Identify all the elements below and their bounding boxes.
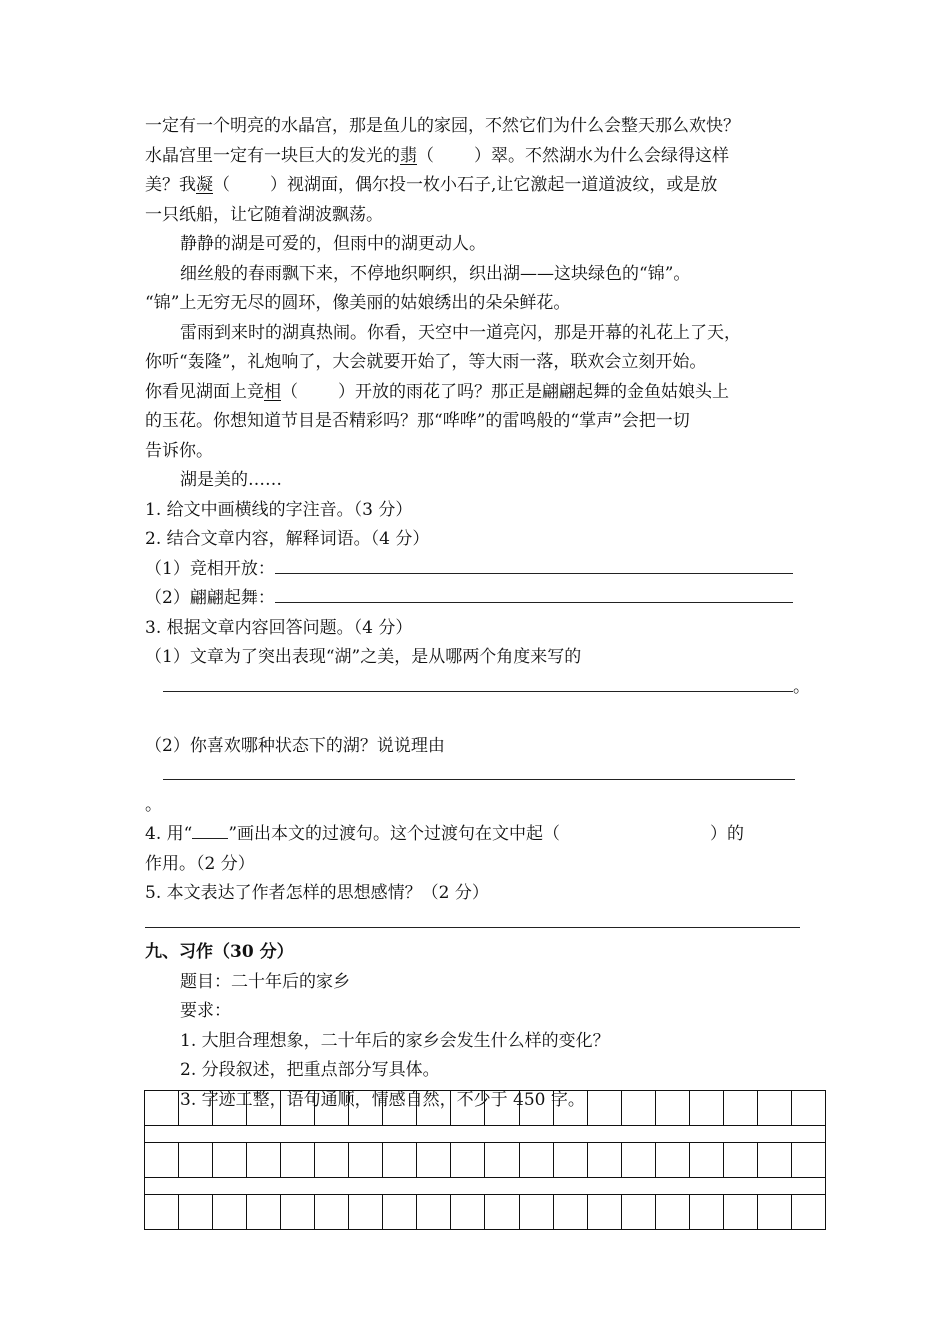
requirement-text: 2. 分段叙述，把重点部分写具体。 — [180, 1060, 440, 1080]
passage-text: 一定有一个明亮的水晶宫，那是鱼儿的家园，不然它们为什么会整天那么欢快？ — [145, 116, 740, 136]
grid-cell[interactable] — [485, 1091, 519, 1125]
grid-cell[interactable] — [554, 1143, 588, 1177]
question-text: 3. 根据文章内容回答问题。（4 分） — [145, 617, 413, 638]
question-3 — [145, 614, 810, 644]
question-text: 1. 给文中画横线的字注音。（3 分） — [145, 499, 413, 520]
grid-cell[interactable] — [792, 1195, 826, 1229]
composition-title — [145, 968, 810, 998]
grid-cell[interactable] — [349, 1195, 383, 1229]
passage-text: ）开放的雨花了吗？那正是翩翩起舞的金鱼姑娘头上 — [338, 381, 729, 402]
question-text: （2）翩翩起舞： — [145, 588, 275, 608]
question-text: （2）你喜欢哪种状态下的湖？说说理由 — [145, 735, 445, 756]
grid-cell[interactable] — [758, 1091, 792, 1125]
grid-cell[interactable] — [690, 1091, 724, 1125]
grid-cell[interactable] — [520, 1091, 554, 1125]
passage-line — [145, 230, 810, 260]
question-4 — [145, 820, 810, 850]
passage-text: 水晶宫里一定有一块巨大的发光的 — [145, 145, 400, 166]
grid-cell[interactable] — [417, 1143, 451, 1177]
grid-cell[interactable] — [724, 1195, 758, 1229]
grid-cell[interactable] — [247, 1143, 281, 1177]
grid-cell[interactable] — [520, 1195, 554, 1229]
grid-cell[interactable] — [554, 1195, 588, 1229]
grid-cell[interactable] — [213, 1195, 247, 1229]
grid-cell[interactable] — [247, 1195, 281, 1229]
grid-cell[interactable] — [554, 1091, 588, 1125]
question-5 — [145, 879, 810, 909]
passage-text: 你看见湖面上竞 — [145, 381, 264, 402]
question-text: 2. 结合文章内容，解释词语。（4 分） — [145, 529, 430, 549]
passage-line — [145, 437, 810, 467]
underline-sample — [192, 824, 228, 839]
grid-cell[interactable] — [213, 1091, 247, 1125]
grid-cell[interactable] — [417, 1091, 451, 1125]
question-text: 5. 本文表达了作者怎样的思想感情？（2 分） — [145, 883, 489, 903]
grid-cell[interactable] — [179, 1091, 213, 1125]
grid-cell[interactable] — [724, 1091, 758, 1125]
grid-cell[interactable] — [315, 1195, 349, 1229]
bracket-open: （ — [281, 381, 298, 402]
passage-line — [145, 466, 810, 496]
question-4-cont — [145, 850, 810, 880]
requirement-text: 3. 字迹工整，语句通顺，情感自然，不少于 450 字。 — [180, 1089, 585, 1110]
requirement-1 — [145, 1027, 810, 1057]
grid-cell[interactable] — [145, 1195, 179, 1229]
question-2-1 — [145, 555, 810, 585]
passage-text: 美？我 — [145, 175, 196, 195]
question-3-2 — [145, 732, 810, 762]
grid-cell[interactable] — [383, 1195, 417, 1229]
passage-text: 雷雨到来时的湖真热闹。你看，天空中一道亮闪，那是开幕的礼花上了天， — [180, 322, 741, 343]
passage-line — [145, 319, 810, 349]
grid-cell[interactable] — [588, 1195, 622, 1229]
grid-cell[interactable] — [724, 1143, 758, 1177]
grid-cell[interactable] — [349, 1091, 383, 1125]
grid-cell[interactable] — [656, 1143, 690, 1177]
answer-line[interactable] — [275, 555, 793, 574]
passage-line — [145, 171, 810, 201]
requirements-label — [145, 997, 810, 1027]
grid-cell[interactable] — [315, 1143, 349, 1177]
question-text: 作用。（2 分） — [145, 853, 255, 874]
grid-row — [144, 1090, 826, 1125]
grid-cell[interactable] — [451, 1143, 485, 1177]
question-text: ”画出本文的过渡句。这个过渡句在文中起（ — [228, 824, 561, 844]
question-text: （1）竞相开放： — [145, 558, 275, 579]
section-heading — [145, 938, 810, 968]
requirement-2 — [145, 1056, 810, 1086]
grid-cell[interactable] — [417, 1195, 451, 1229]
passage-line — [145, 348, 810, 378]
grid-cell[interactable] — [179, 1143, 213, 1177]
bracket-open: （ — [417, 145, 434, 166]
grid-cell[interactable] — [485, 1195, 519, 1229]
question-2-2 — [145, 584, 810, 614]
passage-text: 细丝般的春雨飘下来，不停地织啊织，织出湖——这块绿色的“锦”。 — [180, 263, 691, 284]
grid-cell[interactable] — [213, 1143, 247, 1177]
passage-line — [145, 378, 810, 408]
grid-cell[interactable] — [315, 1091, 349, 1125]
grid-cell[interactable] — [281, 1143, 315, 1177]
grid-cell[interactable] — [145, 1091, 179, 1125]
passage-line — [145, 142, 810, 172]
grid-cell[interactable] — [588, 1143, 622, 1177]
grid-cell[interactable] — [758, 1143, 792, 1177]
grid-cell[interactable] — [281, 1195, 315, 1229]
passage-text: 的玉花。你想知道节目是否精彩吗？那“哗哗”的雷鸣般的“掌声”会把一切 — [145, 411, 690, 431]
question-3-1 — [145, 643, 810, 673]
answer-line[interactable] — [163, 761, 795, 780]
grid-cell[interactable] — [792, 1091, 826, 1125]
writing-grid — [144, 1090, 826, 1230]
passage-text: 你听“轰隆”，礼炮响了，大会就要开始了，等大雨一落，联欢会立刻开始。 — [145, 352, 707, 372]
answer-row — [145, 673, 810, 703]
label-text: 要求： — [180, 1001, 231, 1021]
question-text: （1）文章为了突出表现“湖”之美，是从哪两个角度来写的 — [145, 647, 582, 667]
bracket-open: （ — [213, 175, 230, 195]
grid-cell[interactable] — [588, 1091, 622, 1125]
grid-cell[interactable] — [247, 1091, 281, 1125]
grid-cell[interactable] — [485, 1143, 519, 1177]
grid-gap — [144, 1125, 826, 1142]
grid-cell[interactable] — [690, 1143, 724, 1177]
answer-row — [145, 909, 810, 939]
period: 。 — [793, 676, 810, 697]
passage-text: ）视湖面，偶尔投一枚小石子,让它激起一道道波纹，或是放 — [270, 175, 718, 195]
grid-cell[interactable] — [622, 1143, 656, 1177]
grid-cell[interactable] — [179, 1195, 213, 1229]
answer-line[interactable] — [163, 673, 793, 692]
grid-cell[interactable] — [656, 1195, 690, 1229]
grid-cell[interactable] — [656, 1091, 690, 1125]
spacer — [145, 702, 810, 732]
answer-row-end — [145, 791, 810, 821]
question-text: ）的 — [710, 824, 745, 844]
answer-line[interactable] — [275, 584, 793, 603]
passage-text: ）翠。不然湖水为什么会绿得这样 — [474, 145, 729, 166]
answer-line[interactable] — [145, 909, 800, 928]
answer-row — [145, 761, 810, 791]
passage-text: 静静的湖是可爱的，但雨中的湖更动人。 — [180, 234, 486, 254]
grid-cell[interactable] — [451, 1195, 485, 1229]
grid-cell[interactable] — [758, 1195, 792, 1229]
grid-cell[interactable] — [383, 1143, 417, 1177]
grid-cell[interactable] — [349, 1143, 383, 1177]
question-text: 4. 用“ — [145, 824, 193, 844]
passage-text: “锦”上无穷无尽的圆环，像美丽的姑娘绣出的朵朵鲜花。 — [145, 293, 571, 313]
grid-cell[interactable] — [690, 1195, 724, 1229]
question-1 — [145, 496, 810, 526]
underlined-char: 翡 — [400, 145, 417, 166]
heading-text: 九、习作（30 分） — [145, 942, 294, 962]
grid-gap — [144, 1177, 826, 1194]
passage-line — [145, 112, 810, 142]
period: 。 — [145, 794, 162, 815]
passage-text: 湖是美的…… — [180, 470, 282, 490]
passage-line — [145, 201, 810, 231]
grid-row — [144, 1142, 826, 1177]
passage-line — [145, 407, 810, 437]
grid-cell[interactable] — [145, 1143, 179, 1177]
underlined-char: 凝 — [196, 175, 213, 195]
grid-row — [144, 1194, 826, 1230]
passage-text: 一只纸船，让它随着湖波飘荡。 — [145, 204, 383, 225]
grid-cell[interactable] — [792, 1143, 826, 1177]
exam-page — [145, 112, 810, 1115]
grid-cell[interactable] — [383, 1091, 417, 1125]
grid-cell[interactable] — [281, 1091, 315, 1125]
underlined-char: 相 — [264, 381, 281, 402]
grid-cell[interactable] — [520, 1143, 554, 1177]
grid-cell[interactable] — [622, 1195, 656, 1229]
question-2 — [145, 525, 810, 555]
title-text: 题目：二十年后的家乡 — [180, 971, 350, 992]
passage-line — [145, 289, 810, 319]
requirement-text: 1. 大胆合理想象，二十年后的家乡会发生什么样的变化？ — [180, 1030, 610, 1051]
grid-cell[interactable] — [622, 1091, 656, 1125]
passage-line — [145, 260, 810, 290]
grid-cell[interactable] — [451, 1091, 485, 1125]
passage-text: 告诉你。 — [145, 440, 213, 461]
